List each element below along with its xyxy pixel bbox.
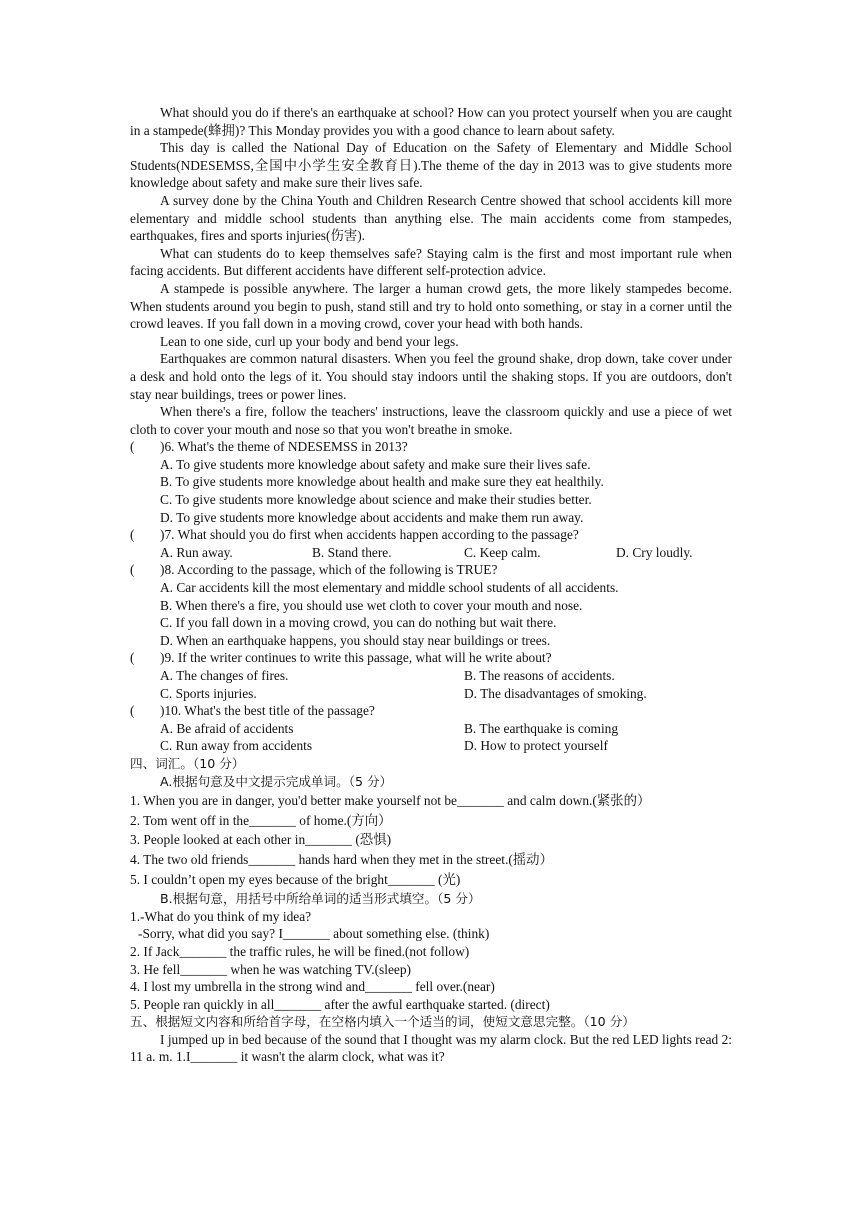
option: C. Keep calm. xyxy=(464,544,541,560)
option: B. Stand there. xyxy=(312,544,392,560)
fill-in-item[interactable]: 2. Tom went off in the_______ of home.(方向） xyxy=(130,812,392,828)
fill-in-item[interactable]: 2. If Jack_______ the traffic rules, he will be fined.(not follow) xyxy=(130,943,470,959)
option: C. Run away from accidents xyxy=(160,738,313,754)
fill-in-item[interactable]: 4. I lost my umbrella in the strong wind and_______ fell over.(near) xyxy=(130,979,495,995)
option: D. How to protect yourself xyxy=(464,738,608,754)
passage-paragraph: What can students do to keep themselves safe? Staying calm is the first and most important rule when facing accidents. But different accidents have different self-protection advice. xyxy=(130,245,732,279)
answer-blank[interactable]: ( xyxy=(130,527,135,543)
answer-blank[interactable]: ( xyxy=(130,439,135,455)
passage-paragraph: When there's a fire, follow the teachers' instructions, leave the classroom quickly and use a piece of wet cloth to cover your mouth and nose so that you won't breathe in smoke. xyxy=(130,404,732,437)
option: B. The reasons of accidents. xyxy=(464,668,615,683)
answer-blank[interactable]: ( xyxy=(130,703,135,719)
options-row xyxy=(130,544,732,562)
option: A. Be afraid of accidents xyxy=(160,720,294,736)
subsection-heading: B.根据句意，用括号中所给单词的适当形式填空。（5 分） xyxy=(160,891,481,907)
option: C. If you fall down in a moving crowd, you can do nothing but wait there. xyxy=(160,615,557,631)
fill-in-item[interactable]: -Sorry, what did you say? I_______ about something else. (think) xyxy=(138,926,490,942)
fill-in-item[interactable]: 3. He fell_______ when he was watching TV.(sleep) xyxy=(130,961,412,977)
question-stem: )10. What's the best title of the passage? xyxy=(160,703,375,719)
passage-paragraph: Lean to one side, curl up your body and bend your legs. xyxy=(160,333,459,349)
question-9 xyxy=(130,649,732,667)
question-stem: )8. According to the passage, which of the following is TRUE? xyxy=(160,562,498,578)
fill-in-item[interactable]: 5. I couldn’t open my eyes because of the bright_______ (光) xyxy=(130,871,461,887)
question-stem: )7. What should you do first when accidents happen according to the passage? xyxy=(160,527,579,543)
question-stem: )9. If the writer continues to write this passage, what will he write about? xyxy=(160,650,552,666)
option: D. Cry loudly. xyxy=(616,544,693,560)
option: C. Sports injuries. xyxy=(160,685,257,701)
options-row xyxy=(130,667,732,702)
cloze-paragraph[interactable]: I jumped up in bed because of the sound that I thought was my alarm clock. But the red LED lights read 2: 11 a. m. 1.I_______ it wasn't the alarm clock, what was it? xyxy=(130,1031,732,1065)
fill-in-item[interactable]: 5. People ran quickly in all_______ after the awful earthquake started. (direct) xyxy=(130,996,550,1012)
option: B. The earthquake is coming xyxy=(464,720,619,736)
passage-paragraph: A survey done by the China Youth and Children Research Centre showed that school accidents kill more elementary and middle school students than anything else. The main accidents come from stampedes, earthquakes, fires and sports injuries(伤害). xyxy=(130,192,732,244)
option: B. When there's a fire, you should use wet cloth to cover your mouth and nose. xyxy=(160,597,583,613)
section-heading: 四、词汇。（10 分） xyxy=(130,755,245,771)
question-10 xyxy=(130,702,732,720)
question-6 xyxy=(130,438,732,456)
passage-paragraph: What should you do if there's an earthquake at school? How can you protect yourself when you are caught in a stampede(蜂拥)? This Monday provides you with a good chance to learn about safety. xyxy=(130,105,732,138)
option: C. To give students more knowledge about science and make their studies better. xyxy=(160,492,592,508)
question-8 xyxy=(130,561,732,579)
question-7 xyxy=(130,526,732,544)
fill-in-item[interactable]: 3. People looked at each other in_______ (恐惧) xyxy=(130,832,392,848)
option: A. Car accidents kill the most elementary and middle school students of all accidents. xyxy=(160,580,619,596)
option: A. To give students more knowledge about safety and make sure their lives safe. xyxy=(160,456,591,472)
answer-blank[interactable]: ( xyxy=(130,562,135,578)
option: D. To give students more knowledge about accidents and make them run away. xyxy=(160,509,584,525)
passage-paragraph: A stampede is possible anywhere. The larger a human crowd gets, the more likely stampedes become. When students around you begin to push, stand still and try to hold onto something, or stay in a corner until the crowd leaves. If you fall down in a moving crowd, cover your head with both hands. xyxy=(130,280,732,332)
option: D. When an earthquake happens, you should stay near buildings or trees. xyxy=(160,632,551,648)
section-heading: 五、根据短文内容和所给首字母，在空格内填入一个适当的词，使短文意思完整。（10 分） xyxy=(130,1014,635,1030)
options-row xyxy=(130,720,732,755)
worksheet-page xyxy=(130,104,732,1066)
option: D. The disadvantages of smoking. xyxy=(464,685,647,701)
fill-in-item[interactable]: 4. The two old friends_______ hands hard when they met in the street.(摇动） xyxy=(130,851,553,867)
option: A. Run away. xyxy=(160,544,233,560)
subsection-heading: A.根据句意及中文提示完成单词。（5 分） xyxy=(160,773,393,789)
fill-in-item: 1.-What do you think of my idea? xyxy=(130,908,312,924)
option: A. The changes of fires. xyxy=(160,668,289,683)
passage-paragraph: This day is called the National Day of Education on the Safety of Elementary and Middle School Students(NDESEMSS,全国中小学生安全教育日).The theme of the day in 2013 was to give students more knowledge about safety and make sure their lives safe. xyxy=(130,140,732,191)
passage-paragraph: Earthquakes are common natural disasters. When you feel the ground shake, drop down, take cover under a desk and hold onto the legs of it. You should stay indoors until the shaking stops. If you are outdoors, don't stay near buildings, trees or power lines. xyxy=(130,351,732,402)
answer-blank[interactable]: ( xyxy=(130,650,135,666)
option: B. To give students more knowledge about health and make sure they eat healthily. xyxy=(160,474,604,490)
question-stem: )6. What's the theme of NDESEMSS in 2013? xyxy=(160,439,408,455)
fill-in-item[interactable]: 1. When you are in danger, you'd better make yourself not be_______ and calm down.(紧张的） xyxy=(130,793,651,809)
